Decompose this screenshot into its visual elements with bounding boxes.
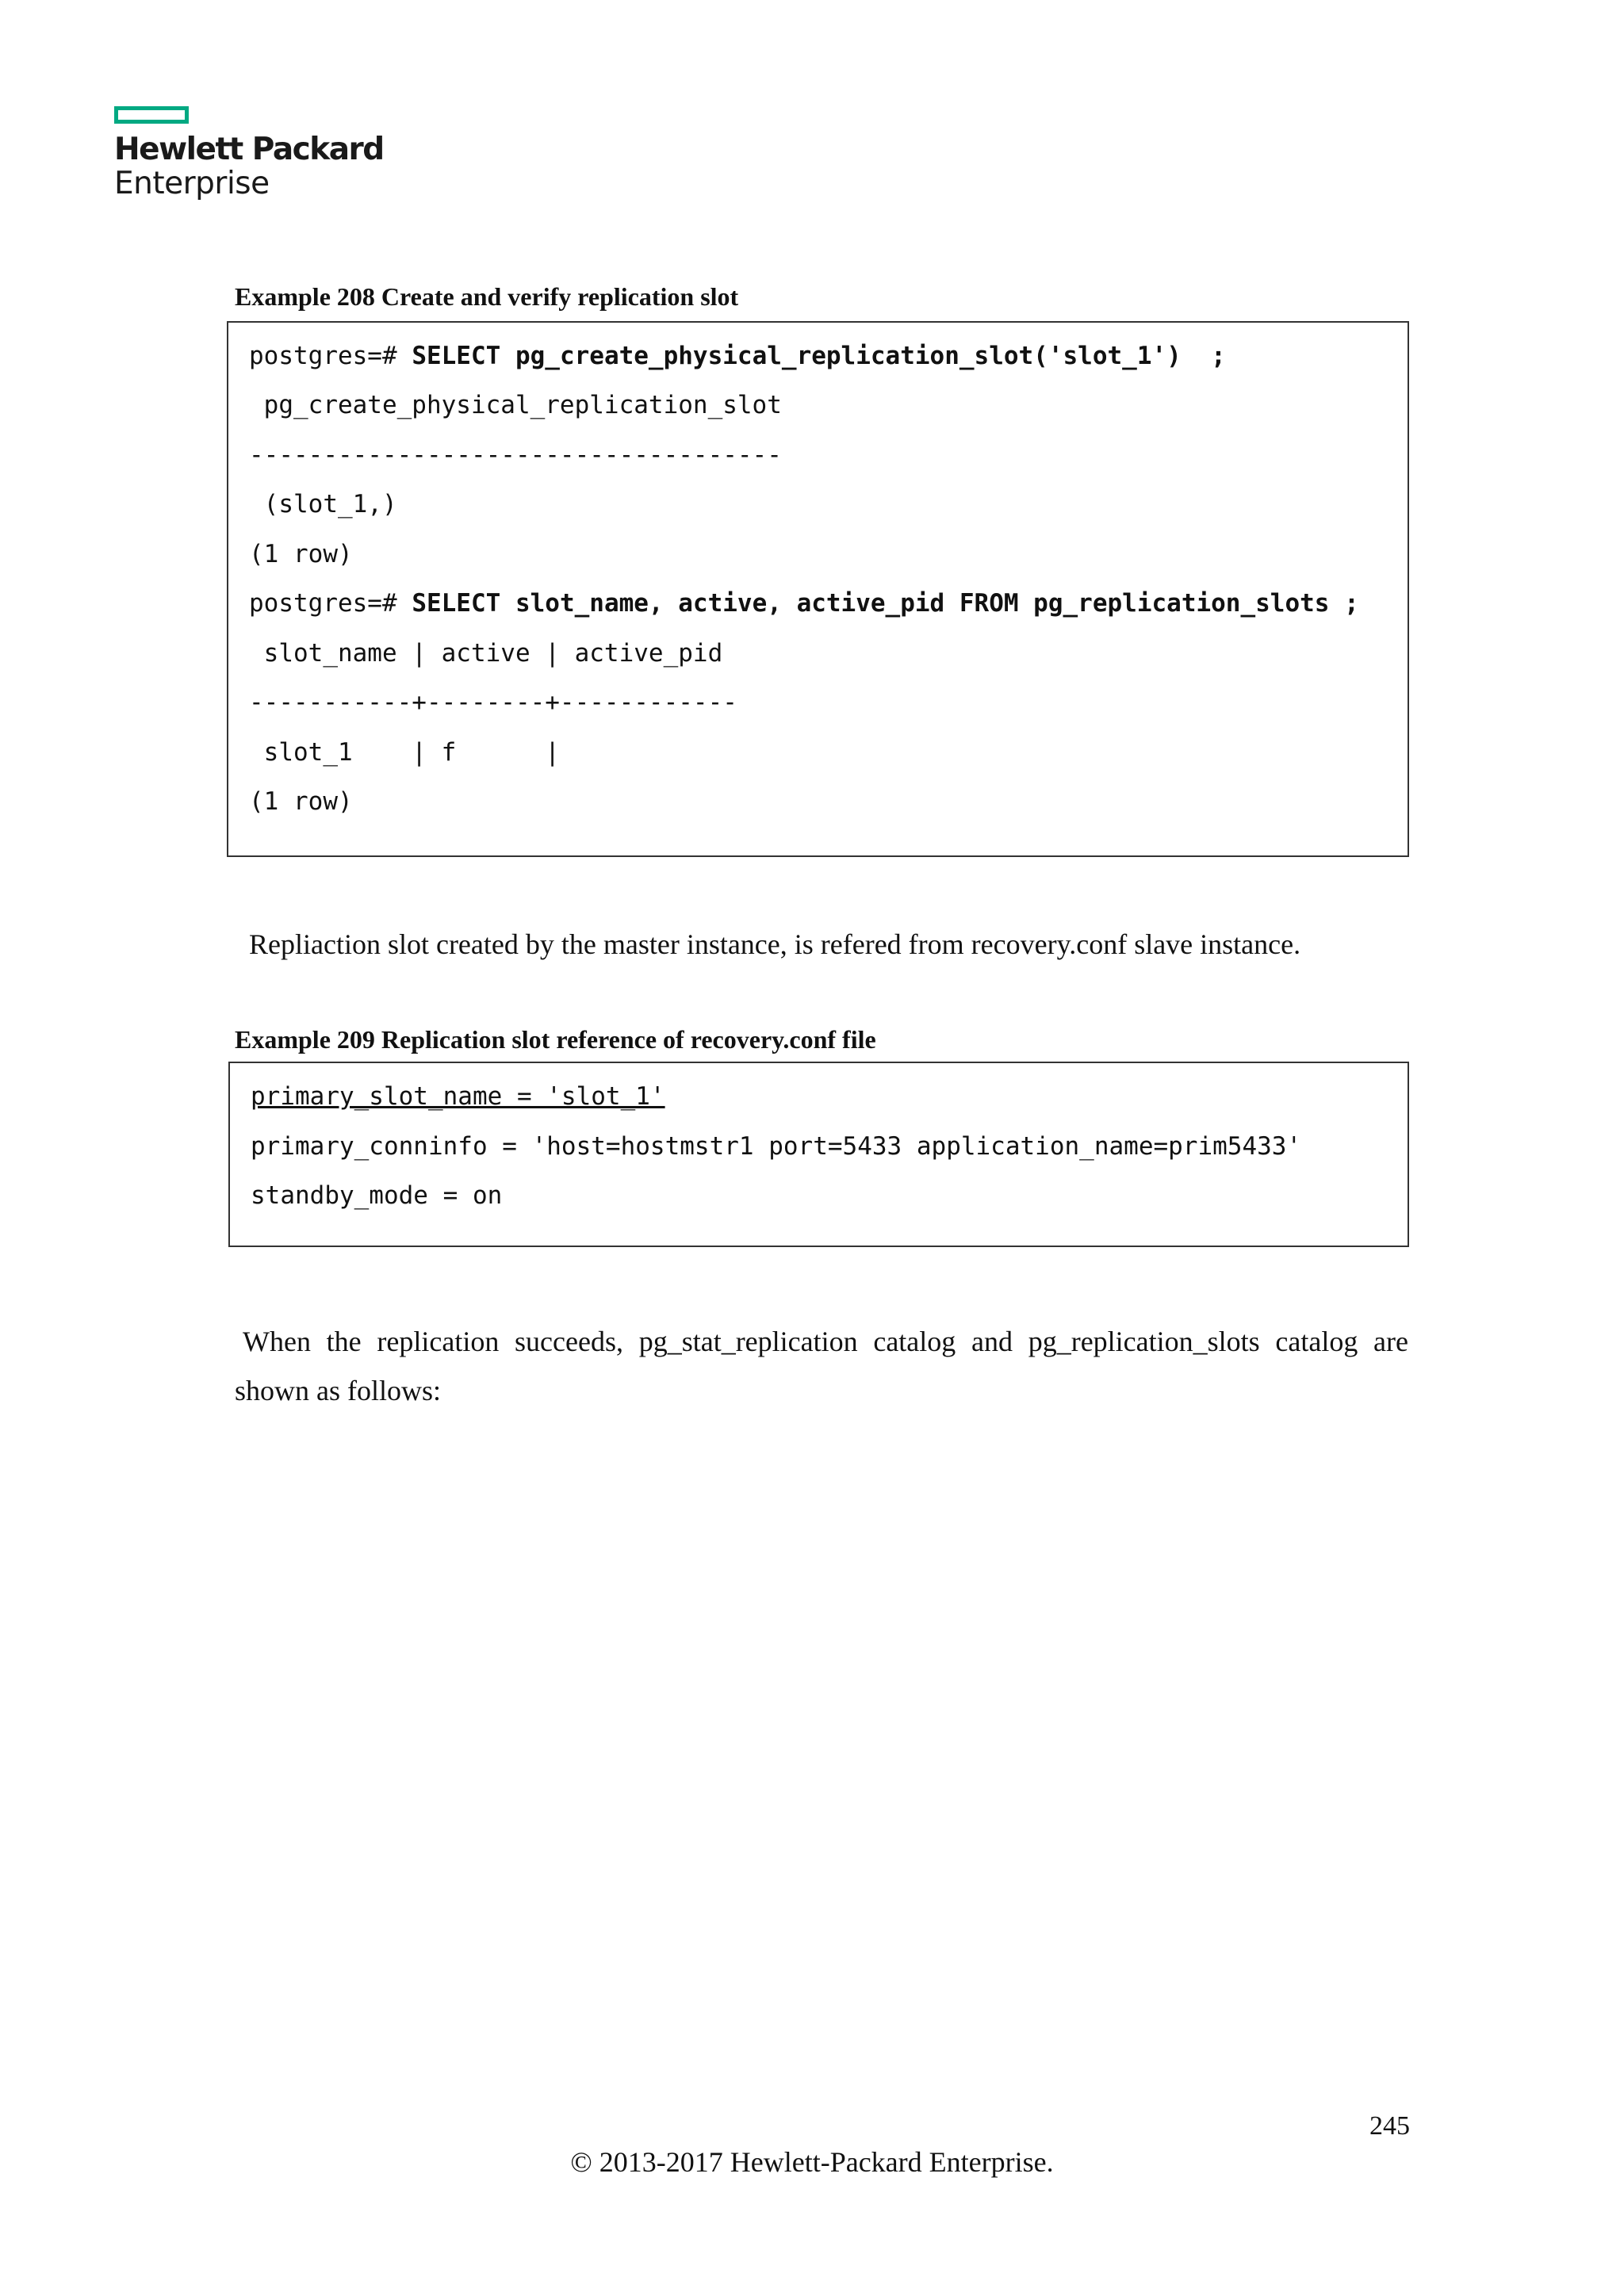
- code-line: (1 row): [249, 540, 353, 568]
- code-line: slot_1 | f |: [249, 738, 560, 767]
- code-line: ------------------------------------: [249, 441, 782, 469]
- code-line: postgres=# SELECT pg_create_physical_replication_slot('slot_1') ;: [249, 342, 1226, 370]
- code-line: -----------+--------+------------: [249, 688, 737, 717]
- code-line: primary_conninfo = 'host=hostmstr1 port=5433 application_name=prim5433': [251, 1132, 1302, 1161]
- logo-text-line1: Hewlett Packard: [114, 132, 384, 167]
- code-line: primary_slot_name = 'slot_1': [251, 1082, 665, 1111]
- example-209-caption: Example 209 Replication slot reference of recovery.conf file: [235, 1025, 876, 1054]
- code-line: postgres=# SELECT slot_name, active, active_pid FROM pg_replication_slots ;: [249, 589, 1359, 618]
- code-line: standby_mode = on: [251, 1181, 503, 1210]
- paragraph-replication-slot: Repliaction slot created by the master instance, is refered from recovery.conf slave instance.: [249, 928, 1301, 960]
- logo-text-line2: Enterprise: [114, 166, 270, 201]
- code-line: slot_name | active | active_pid: [249, 639, 723, 668]
- example-209-code-block: [228, 1062, 1409, 1247]
- code-line: (1 row): [249, 787, 353, 816]
- code-line: pg_create_physical_replication_slot: [249, 391, 782, 419]
- example-208-code-block: [227, 321, 1409, 857]
- copyright-notice: © 2013-2017 Hewlett-Packard Enterprise.: [570, 2146, 1054, 2178]
- paragraph-replication-succeeds: When the replication succeeds, pg_stat_replication catalog and pg_replication_slots catalog are shown as follows:: [235, 1326, 1408, 1406]
- hpe-logo: [114, 106, 384, 201]
- page-number: 245: [1369, 2111, 1410, 2141]
- code-line: (slot_1,): [249, 490, 397, 519]
- hpe-logo-mark: [114, 106, 189, 124]
- example-208-caption: Example 208 Create and verify replication slot: [235, 282, 739, 311]
